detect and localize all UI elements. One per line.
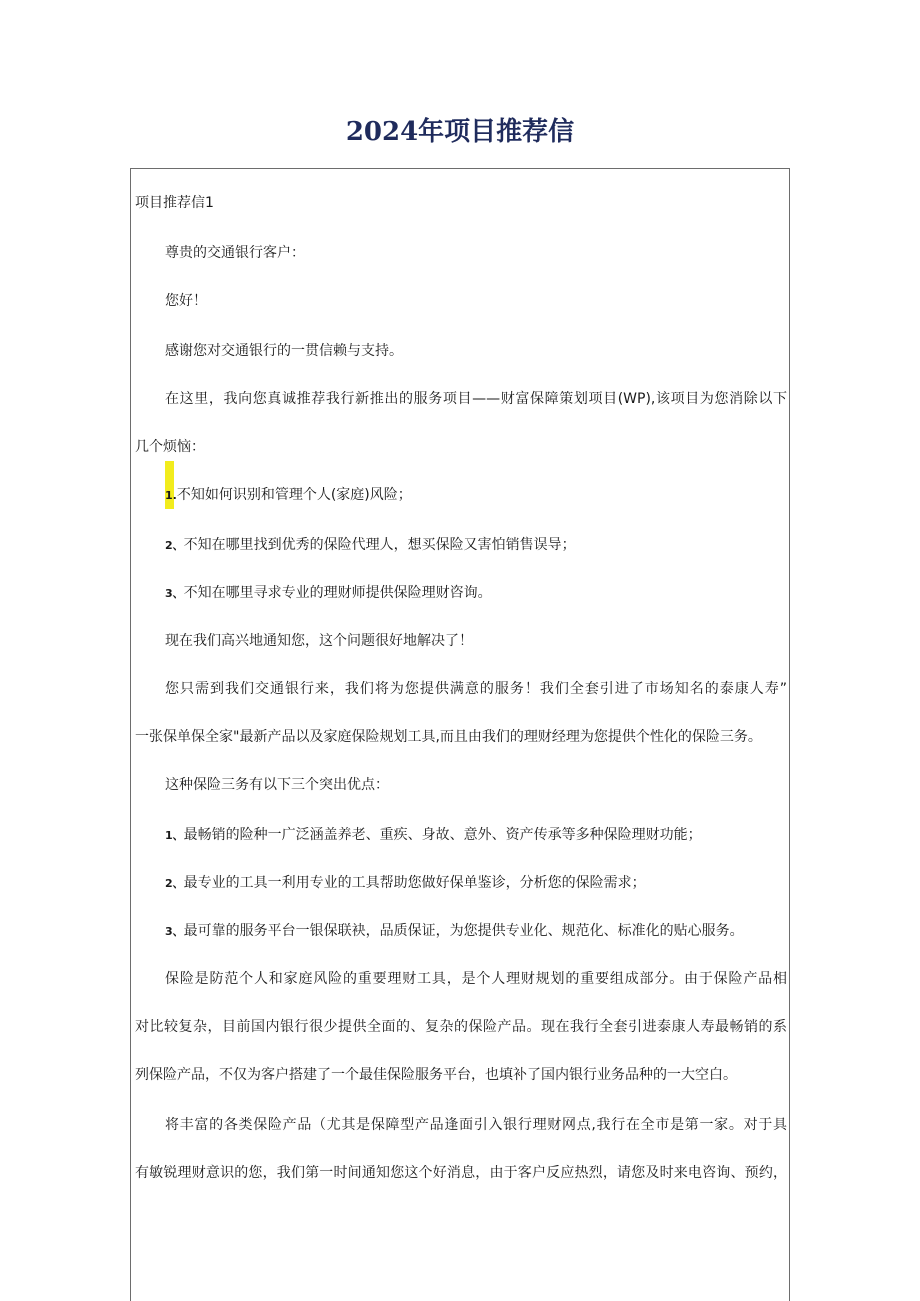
advantage-item-number: 3、: [165, 925, 184, 938]
trouble-item-text: 不知在哪里寻求专业的理财师提供保险理财咨询。: [183, 585, 492, 601]
salutation: 尊贵的交通银行客户：: [165, 245, 305, 261]
document-title: 2024年项目推荐信: [345, 117, 575, 147]
thanks-paragraph: 感谢您对交通银行的一贯信赖与支持。: [165, 343, 403, 359]
trouble-item-2: [135, 535, 787, 556]
trouble-item-number: 1.: [165, 489, 177, 502]
greeting: 您好！: [165, 293, 207, 309]
advantage-item-text: 最畅销的险种一广泛涵盖养老、重疾、身故、意外、资产传承等多种保险理财功能；: [183, 827, 702, 843]
trouble-item-1: [135, 485, 787, 506]
trouble-item-number: 3、: [165, 587, 184, 600]
advantage-item-2: [135, 873, 787, 894]
advantage-item-3: [135, 921, 787, 942]
trouble-item-text: 不知在哪里找到优秀的保险代理人，想买保险又害怕销售误导；: [183, 537, 576, 553]
advantage-item-number: 1、: [165, 829, 184, 842]
advantages-intro: 这种保险三务有以下三个突出优点：: [165, 777, 389, 793]
intro-paragraph-line-2: 几个烦恼：: [135, 439, 205, 455]
intro-paragraph-line-1: 在这里，我向您真诚推荐我行新推出的服务项目——财富保障策划项目(WP),该项目为您消除以下: [165, 391, 787, 407]
trouble-item-number: 2、: [165, 539, 184, 552]
advantage-item-1: [135, 825, 787, 846]
service-paragraph-line-1: 您只需到我们交通银行来，我们将为您提供满意的服务！我们全套引进了市场知名的泰康人寿”: [165, 681, 787, 697]
solved-paragraph: 现在我们高兴地通知您，这个问题很好地解决了！: [165, 633, 473, 649]
insurance-paragraph-line-3: 列保险产品，不仅为客户搭建了一个最佳保险服务平台，也填补了国内银行业务品种的一大空白。: [135, 1067, 737, 1083]
trouble-item-text: 不知如何识别和管理个人(家庭)风险；: [176, 487, 412, 503]
insurance-paragraph-line-1: 保险是防范个人和家庭风险的重要理财工具，是个人理财规划的重要组成部分。由于保险产品相: [165, 971, 787, 987]
closing-paragraph-line-2: 有敏锐理财意识的您，我们第一时间通知您这个好消息，由于客户反应热烈，请您及时来电咨询、预约，: [135, 1165, 787, 1181]
section-heading: 项目推荐信1: [135, 195, 214, 211]
trouble-item-3: [135, 583, 787, 604]
service-paragraph-line-2: 一张保单保全家"最新产品以及家庭保险规划工具,而且由我们的理财经理为您提供个性化的保险三务。: [135, 729, 762, 745]
advantage-item-text: 最专业的工具一利用专业的工具帮助您做好保单鉴诊，分析您的保险需求；: [183, 875, 646, 891]
document-body-frame: [130, 168, 790, 1301]
advantage-item-number: 2、: [165, 877, 184, 890]
advantage-item-text: 最可靠的服务平台一银保联袂，品质保证，为您提供专业化、规范化、标准化的贴心服务。: [183, 923, 744, 939]
closing-paragraph-line-1: 将丰富的各类保险产品（尤其是保障型产品逢面引入银行理财网点,我行在全市是第一家。对于具: [165, 1117, 787, 1133]
insurance-paragraph-line-2: 对比较复杂，目前国内银行很少提供全面的、复杂的保险产品。现在我行全套引进泰康人寿最畅销的系: [135, 1019, 787, 1035]
